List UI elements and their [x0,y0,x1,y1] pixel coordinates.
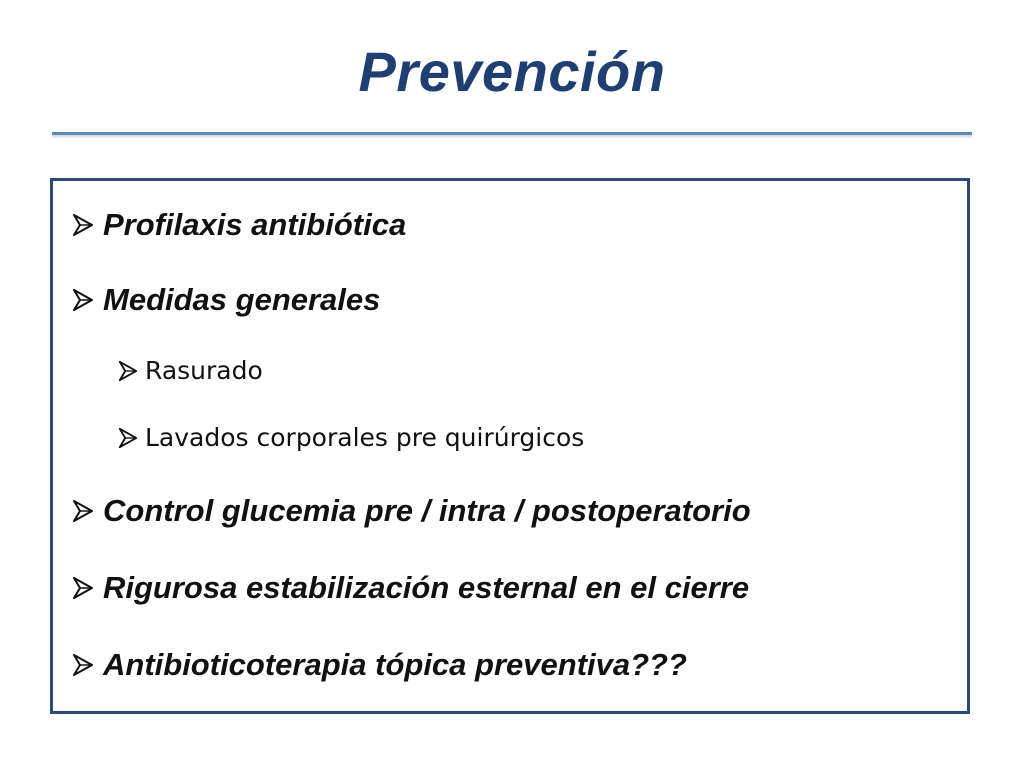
slide-title: Prevención [358,40,666,103]
sub-bullet-item [117,421,584,455]
sub-bullet-text: Lavados corporales pre quirúrgicos [145,423,585,452]
arrowhead-bullet-icon [71,213,95,237]
content-box [50,178,970,714]
arrowhead-bullet-icon [71,499,95,523]
arrowhead-bullet-icon [71,288,95,312]
bullet-text: Antibioticoterapia tópica preventiva??? [103,647,687,682]
arrowhead-bullet-icon [71,653,95,677]
bullet-item [71,489,751,533]
bullet-text: Medidas generales [103,282,381,317]
bullet-text: Control glucemia pre / intra / postoperatorio [103,493,751,528]
title-divider [52,132,972,135]
bullet-item [71,203,406,247]
sub-bullet-text: Rasurado [145,356,263,385]
arrowhead-bullet-icon [117,360,139,382]
sub-bullet-item [117,354,263,388]
bullet-text: Profilaxis antibiótica [103,207,407,242]
bullet-item [71,643,687,687]
bullet-text: Rigurosa estabilización esternal en el cierre [103,570,750,605]
bullet-item [71,278,380,322]
arrowhead-bullet-icon [117,427,139,449]
bullet-item [71,566,749,610]
arrowhead-bullet-icon [71,576,95,600]
